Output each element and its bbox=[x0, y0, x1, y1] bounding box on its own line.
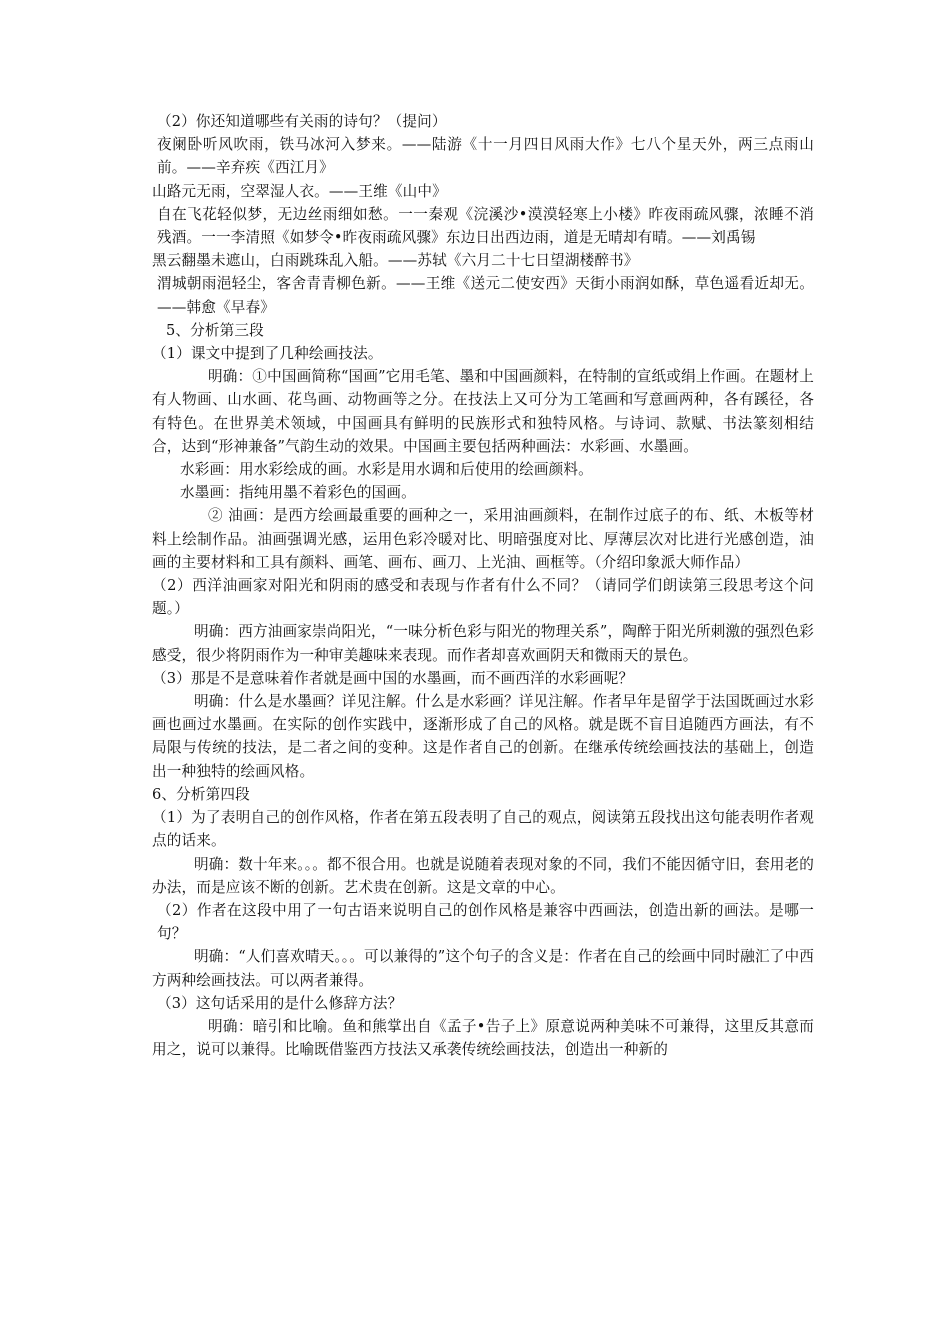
paragraph: 6、分析第四段 bbox=[152, 785, 250, 803]
paragraph: 渭城朝雨浥轻尘，客舍青青柳色新。——王维《送元二使安西》天街小雨润如酥，草色遥看近却无。——韩愈《早春》 bbox=[157, 275, 814, 316]
paragraph: 明确：什么是水墨画？详见注解。什么是水彩画？详见注解。作者早年是留学于法国既画过水彩画也画过水墨画。在实际的创作实践中，逐渐形成了自己的风格。就是既不盲目追随西方画法，有不局限与传统的技法，是二者之间的变种。这是作者自己的创新。在继承传统绘画技法的基础上，创造出一种独特的绘画风格。 bbox=[152, 693, 814, 780]
paragraph: 5、分析第三段 bbox=[166, 321, 264, 339]
paragraph: ② 油画：是西方绘画最重要的画种之一，采用油画颜料，在制作过底子的布、纸、木板等材料上绘制作品。油画强调光感，运用色彩冷暖对比、明暗强度对比、厚薄层次对比进行光感创造，油画的主要材料和工具有颜料、画笔、画布、画刀、上光油、画框等。（介绍印象派大师作品） bbox=[152, 507, 814, 571]
paragraph: （2）你还知道哪些有关雨的诗句？（提问） bbox=[157, 113, 447, 130]
paragraph: 明确：数十年来。。。都不很合用。也就是说随着表现对象的不同，我们不能因循守旧，套用老的办法，而是应该不断的创新。艺术贵在创新。这是文章的中心。 bbox=[152, 855, 814, 896]
document-body bbox=[152, 110, 814, 1061]
paragraph: 水彩画：用水彩绘成的画。水彩是用水调和后使用的绘画颜料。 bbox=[180, 461, 593, 479]
paragraph: 水墨画：指纯用墨不着彩色的国画。 bbox=[180, 484, 416, 502]
paragraph: （1）为了表明自己的创作风格，作者在第五段表明了自己的观点，阅读第五段找出这句能表明作者观点的话来。 bbox=[152, 809, 814, 850]
paragraph: 明确：“人们喜欢晴天。。。可以兼得的”这个句子的含义是：作者在自己的绘画中同时融汇了中西方两种绘画技法。可以两者兼得。 bbox=[152, 948, 814, 989]
paragraph: （1）课文中提到了几种绘画技法。 bbox=[152, 345, 383, 363]
paragraph: （3）这句话采用的是什么修辞方法？ bbox=[157, 994, 403, 1012]
paragraph: （2）作者在这段中用了一句古语来说明自己的创作风格是兼容中西画法，创造出新的画法。是哪一句？ bbox=[157, 901, 814, 943]
paragraph: 黑云翻墨未遮山，白雨跳珠乱入船。——苏轼《六月二十七日望湖楼醉书》 bbox=[152, 252, 639, 270]
paragraph: （2）西洋油画家对阳光和阴雨的感受和表现与作者有什么不同？（请同学们朗读第三段思考这个问题。） bbox=[152, 577, 814, 618]
paragraph: 明确：西方油画家崇尚阳光，“一味分析色彩与阳光的物理关系”，陶醉于阳光所刺激的强烈色彩感受，很少将阴雨作为一种审美趣味来表现。而作者却喜欢画阴天和微雨天的景色。 bbox=[152, 623, 814, 664]
paragraph: 夜阑卧听风吹雨，铁马冰河入梦来。——陆游《十一月四日风雨大作》七八个星天外，两三点雨山前。——辛弃疾《西江月》 bbox=[157, 136, 814, 177]
paragraph: 明确：①中国画简称“国画”它用毛笔、墨和中国画颜料，在特制的宣纸或绢上作画。在题材上有人物画、山水画、花鸟画、动物画等之分。在技法上又可分为工笔画和写意画两种，各有蹊径，各有特色。在世界美术领域，中国画具有鲜明的民族形式和独特风格。与诗词、款赋、书法篆刻相结合，达到“形神兼备”气韵生动的效果。中国画主要包括两种画法：水彩画、水墨画。 bbox=[152, 368, 814, 455]
paragraph: 明确：暗引和比喻。鱼和熊掌出自《孟子•告子上》原意说两种美味不可兼得，这里反其意而用之，说可以兼得。比喻既借鉴西方技法又承袭传统绘画技法，创造出一种新的 bbox=[152, 1017, 814, 1059]
paragraph: 自在飞花轻似梦，无边丝雨细如愁。一一秦观《浣溪沙•漠漠轻寒上小楼》昨夜雨疏风骤，浓睡不消残酒。一一李清照《如梦令•昨夜雨疏风骤》东边日出西边雨，道是无晴却有晴。——刘禹锡 bbox=[157, 205, 814, 247]
paragraph: （3）那是不是意味着作者就是画中国的水墨画，而不画西洋的水彩画呢？ bbox=[152, 669, 634, 687]
paragraph: 山路元无雨，空翠湿人衣。——王维《山中》 bbox=[152, 182, 447, 200]
